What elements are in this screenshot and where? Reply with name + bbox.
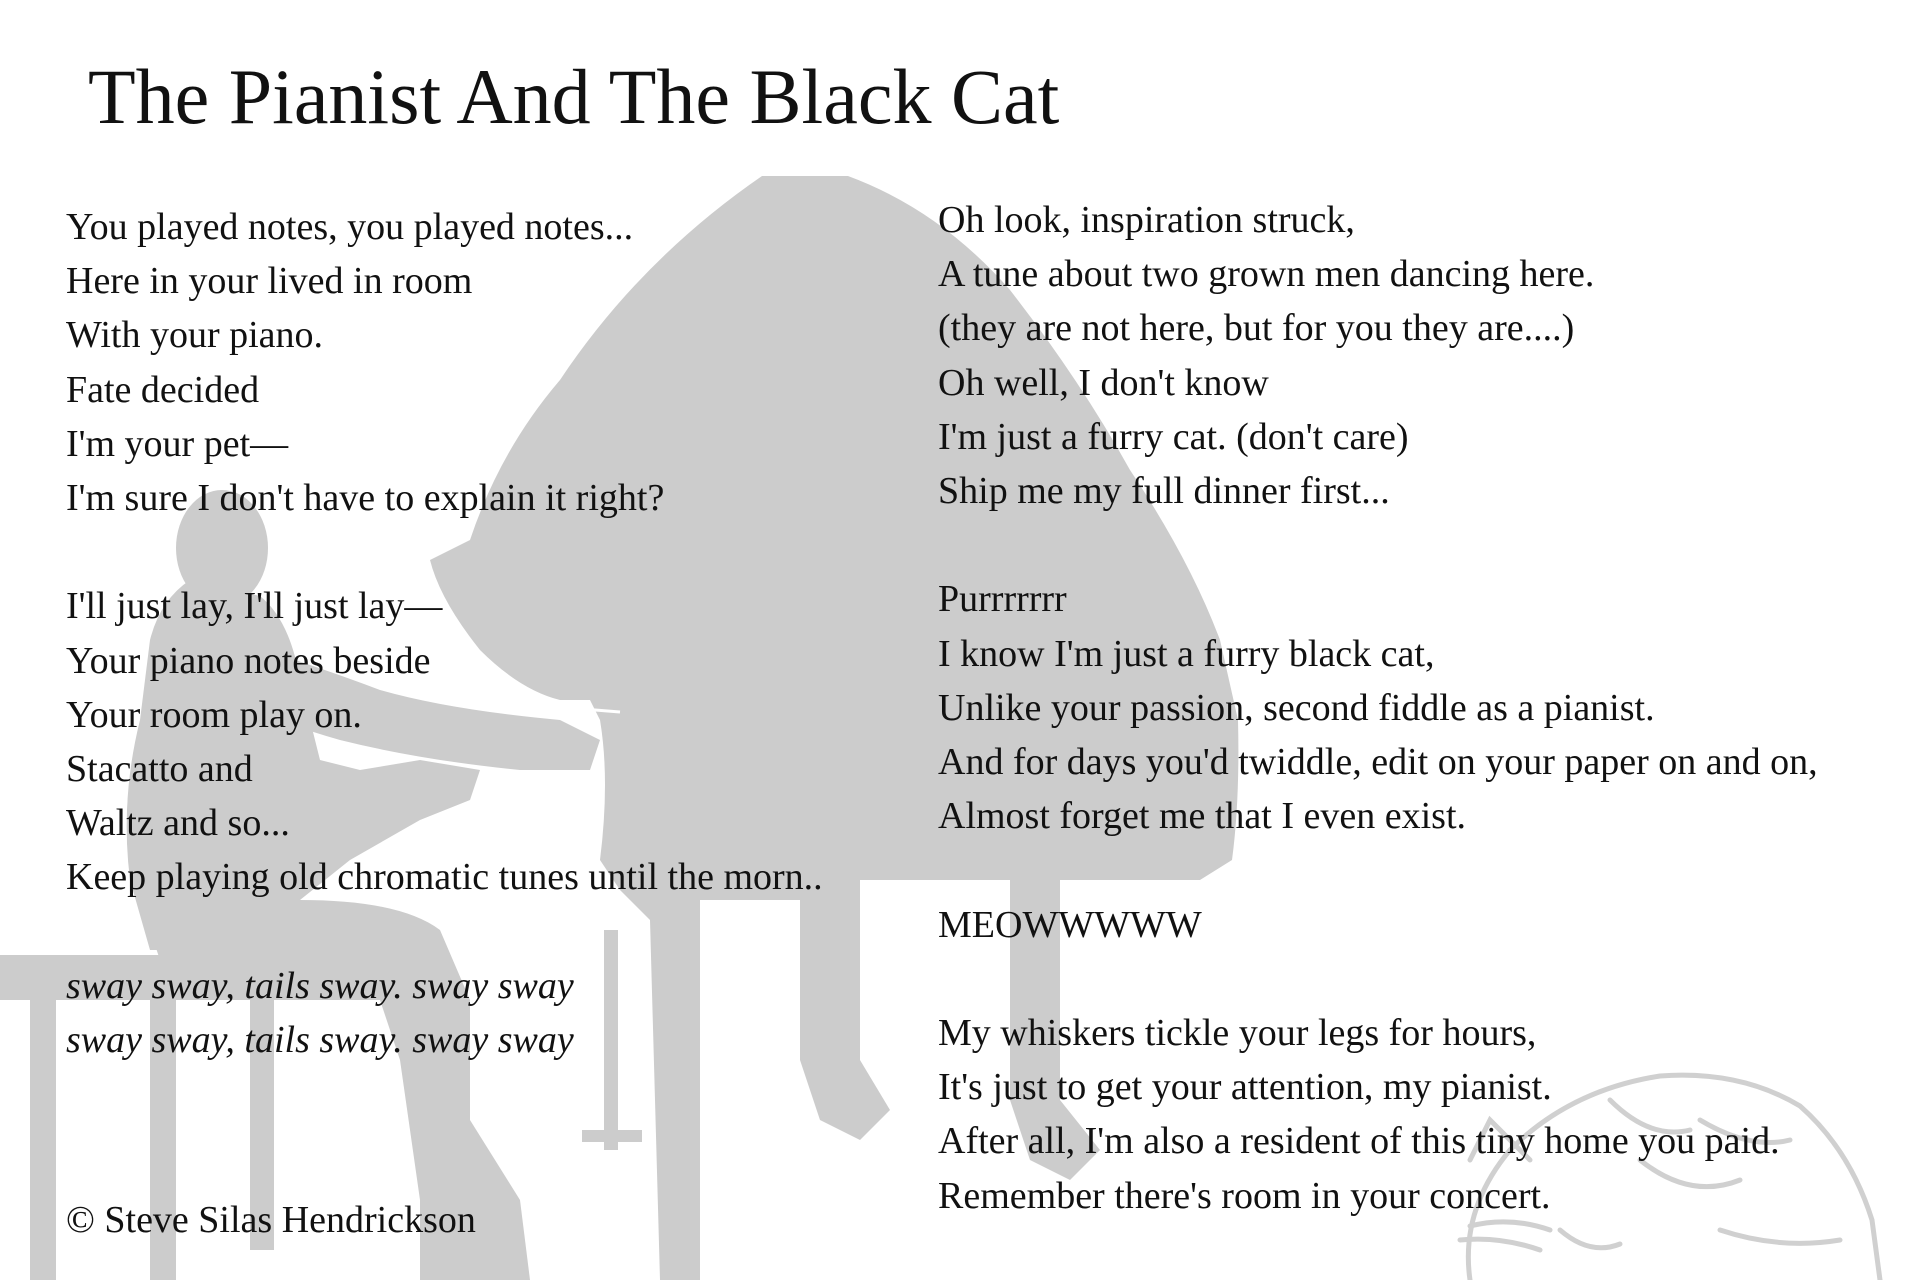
poem-line: And for days you'd twiddle, edit on your paper on and on,: [938, 741, 1818, 784]
poem-line: MEOWWWWW: [938, 903, 1202, 946]
stanza-break: [938, 952, 1818, 1006]
poem-line: After all, I'm also a resident of this tiny home you paid.: [938, 1120, 1780, 1163]
poem-line: Waltz and so...: [66, 802, 290, 845]
poem-line: A tune about two grown men dancing here.: [938, 253, 1595, 296]
poem-line: Your room play on.: [66, 693, 362, 736]
poem-line: Purrrrrrr: [938, 578, 1067, 621]
refrain-line: sway sway, tails sway. sway sway: [66, 1019, 574, 1062]
poem-line: With your piano.: [66, 314, 324, 357]
poem-line: I'm just a furry cat. (don't care): [938, 415, 1409, 458]
poem-line: I know I'm just a furry black cat,: [938, 632, 1435, 675]
copyright-notice: © Steve Silas Hendrickson: [66, 1199, 476, 1241]
stanza-break: [938, 518, 1818, 572]
poem-line: Your piano notes beside: [66, 639, 431, 682]
poem-line: You played notes, you played notes...: [66, 206, 634, 248]
poem-line: Oh well, I don't know: [938, 361, 1269, 404]
poem-line: Keep playing old chromatic tunes until the morn..: [66, 856, 823, 899]
poem-line: I'll just lay, I'll just lay—: [66, 585, 443, 628]
poem-line: Fate decided: [66, 368, 260, 411]
poem-line: (they are not here, but for you they are....): [938, 307, 1575, 350]
stanza-break: [66, 525, 886, 579]
poem-title: The Pianist And The Black Cat: [88, 53, 1060, 140]
poem-line: I'm sure I don't have to explain it right?: [66, 477, 665, 520]
poem-line: Almost forget me that I even exist.: [938, 795, 1467, 838]
poem-line: Stacatto and: [66, 748, 253, 791]
poem-line: Remember there's room in your concert.: [938, 1174, 1551, 1217]
poem-line: I'm your pet—: [66, 422, 289, 465]
poem-line: Here in your lived in room: [66, 260, 473, 303]
stanza-break: [938, 843, 1818, 897]
poem-line: Oh look, inspiration struck,: [938, 199, 1355, 241]
poem-line: Unlike your passion, second fiddle as a pianist.: [938, 686, 1655, 729]
stanza-break: [66, 905, 886, 959]
right-column: [938, 193, 1818, 1223]
left-column: [66, 200, 886, 1067]
poem-line: My whiskers tickle your legs for hours,: [938, 1012, 1537, 1054]
poem-line: It's just to get your attention, my pianist.: [938, 1066, 1552, 1109]
refrain-line: sway sway, tails sway. sway sway: [66, 964, 574, 1007]
poem-line: Ship me my full dinner first...: [938, 470, 1390, 513]
